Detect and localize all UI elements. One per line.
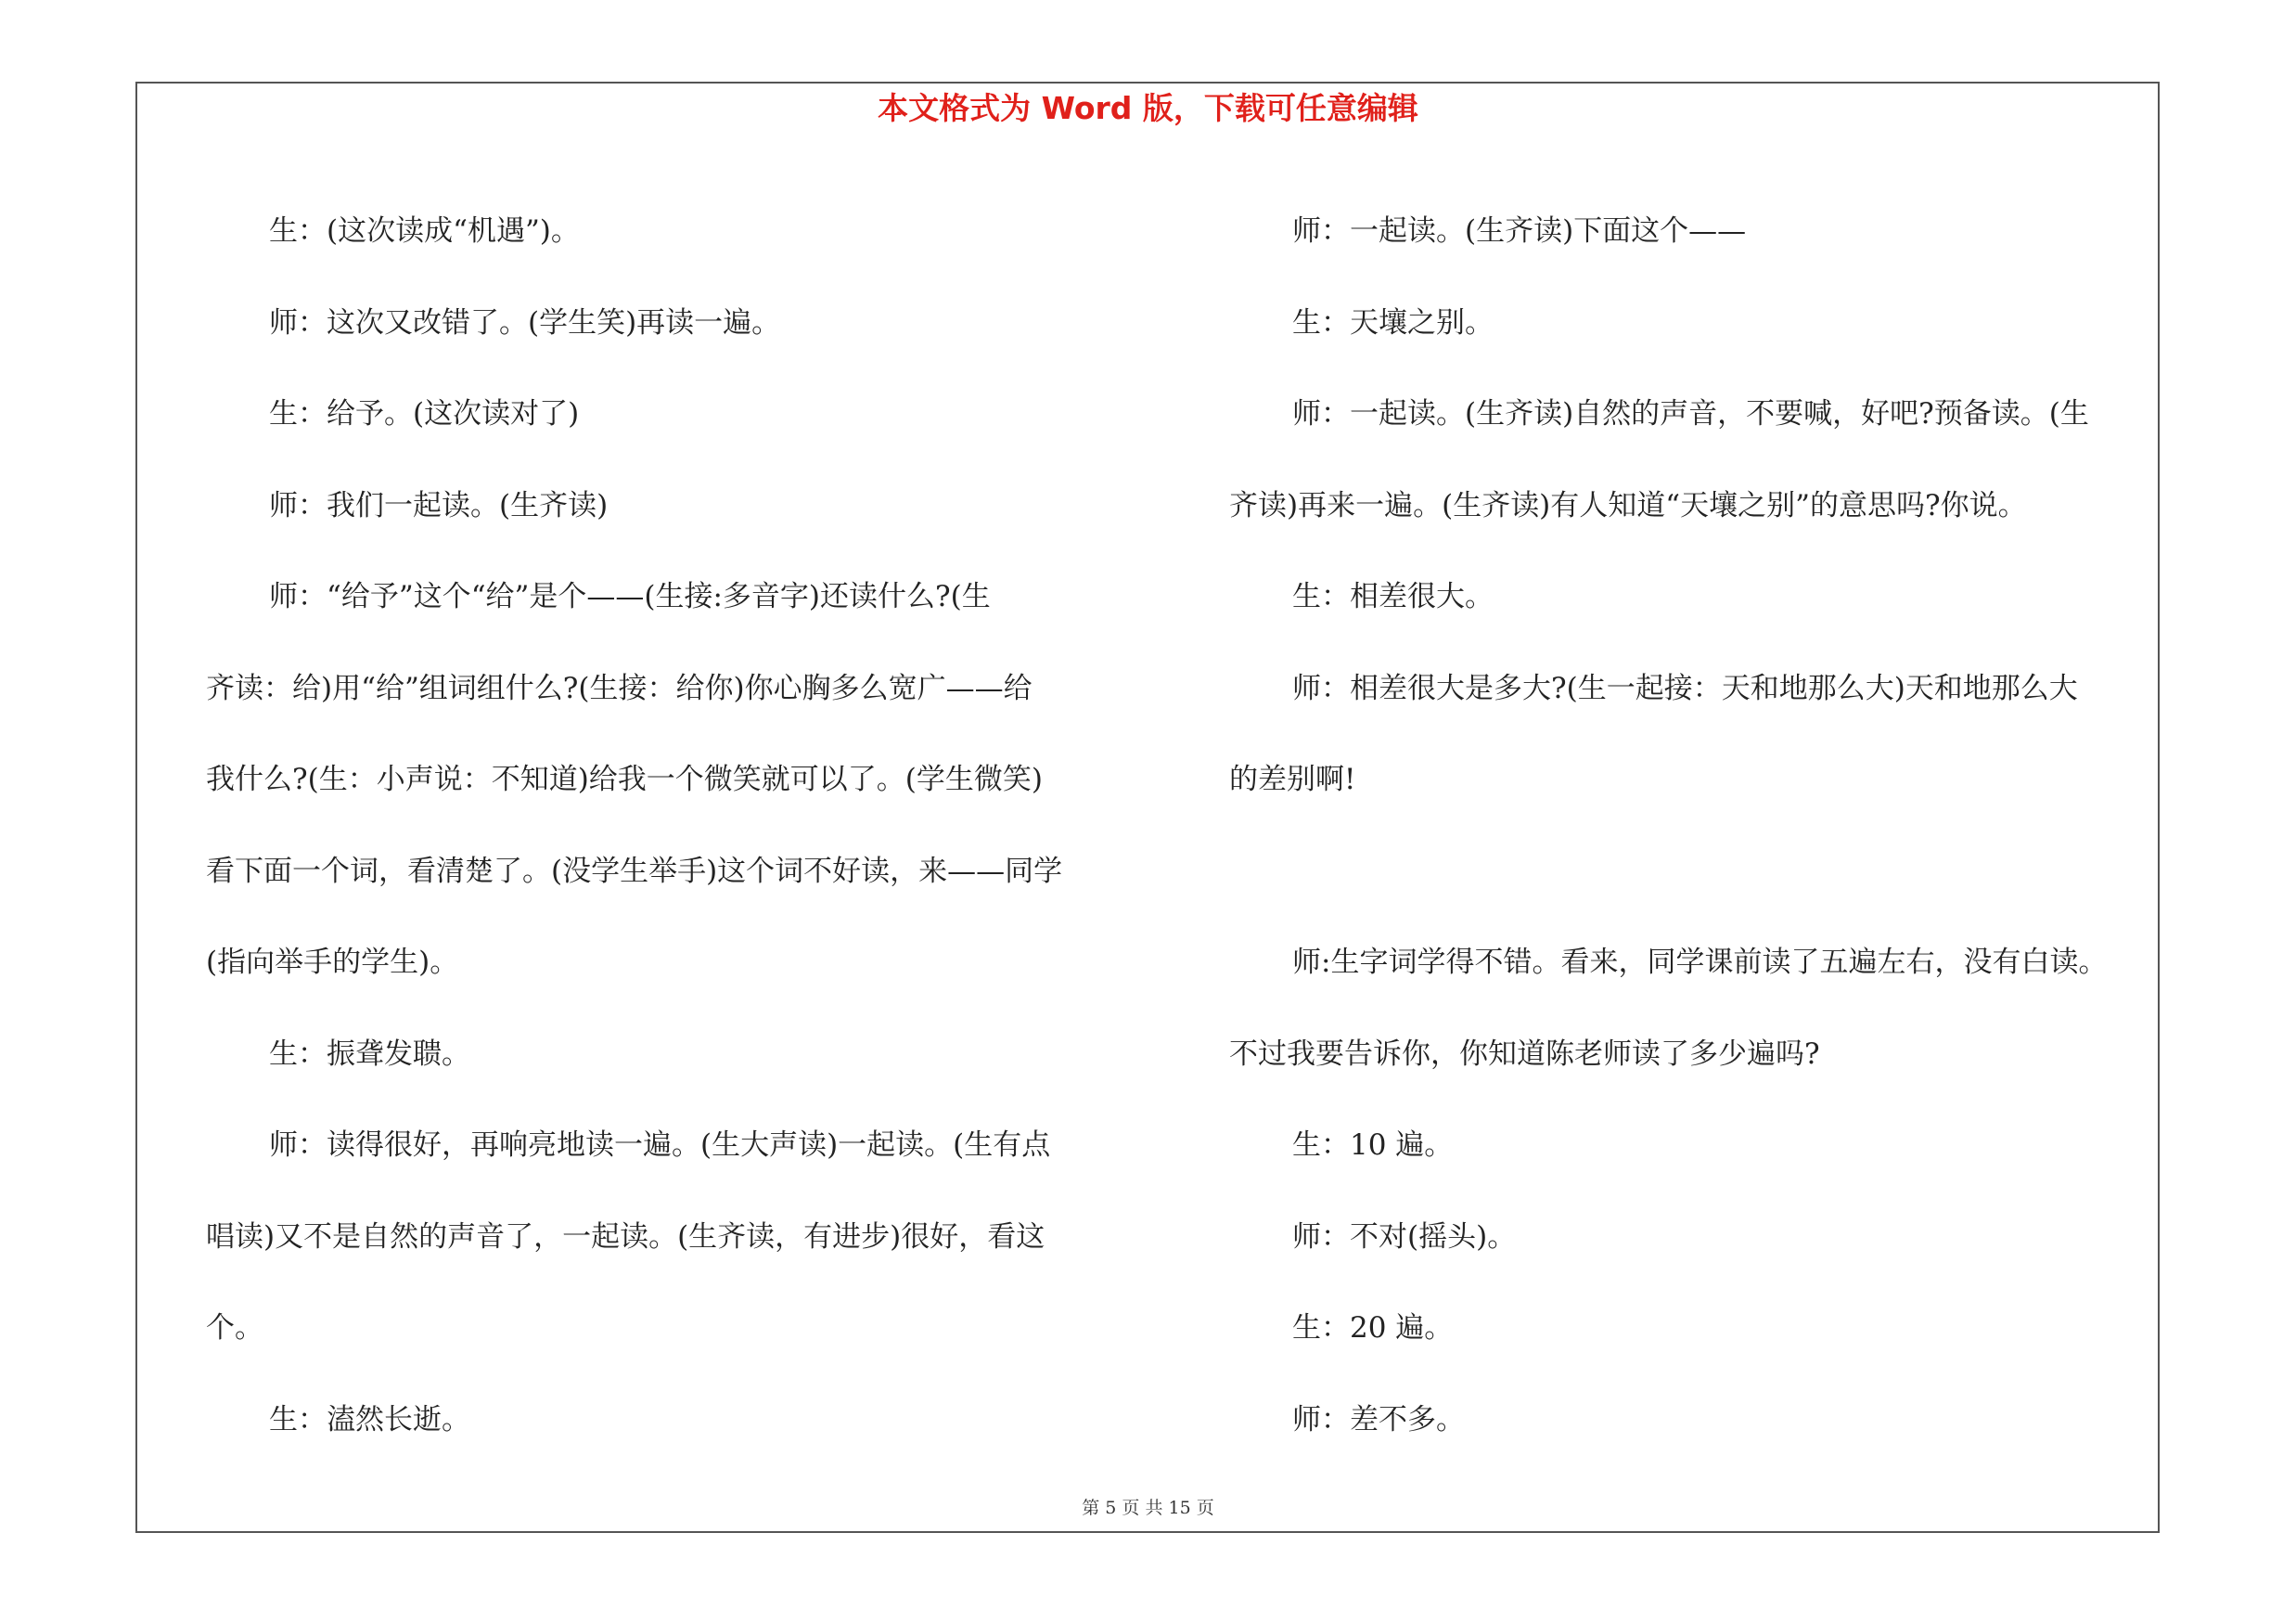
paragraph-line: 师:生字词学得不错。看来，同学课前读了五遍左右，没有白读。 [1292,946,2108,979]
blank-line [1229,826,2157,918]
paragraph-line: 生：10 遍。 [1292,1128,1454,1162]
paragraph-line: 唱读)又不是自然的声音了，一起读。(生齐读，有进步)很好，看这 [206,1219,1045,1254]
paragraph-line: 师：不对(摇头)。 [1292,1219,1517,1254]
paragraph-line: 师：这次又改错了。(学生笑)再读一遍。 [269,305,781,340]
paragraph-line: 我什么?(生：小声说：不知道)给我一个微笑就可以了。(学生微笑) [206,763,1043,796]
paragraph-line: 的差别啊! [1229,763,1356,796]
paragraph-line: 齐读：给)用“给”组词组什么?(生接：给你)你心胸多么宽广——给 [206,671,1033,705]
paragraph-line: 师：差不多。 [1292,1402,1465,1436]
paragraph-line: 生：20 遍。 [1292,1311,1454,1345]
paragraph-line: 看下面一个词，看清楚了。(没学生举手)这个词不好读，来——同学 [206,854,1063,888]
paragraph-line: 师：相差很大是多大?(生一起接：天和地那么大)天和地那么大 [1292,671,2078,705]
paragraph-line: 生：(这次读成“机遇”)。 [269,214,580,248]
paragraph-line: 师：读得很好，再响亮地读一遍。(生大声读)一起读。(生有点 [269,1128,1051,1162]
left-column [206,186,1134,1465]
paragraph-line: 个。 [206,1311,263,1345]
paragraph-line: 师：我们一起读。(生齐读) [269,488,609,522]
paragraph-line: 齐读)再来一遍。(生齐读)有人知道“天壤之别”的意思吗?你说。 [1229,488,2027,522]
paragraph-line: 生：天壤之别。 [1292,305,1494,340]
page-number-footer: 第 5 页 共 15 页 [1082,1498,1214,1518]
right-column [1229,186,2157,1465]
paragraph-line: 师：一起读。(生齐读)下面这个—— [1292,214,1747,248]
paragraph-line: 生：振聋发聩。 [269,1037,470,1071]
paragraph-line: 生：溘然长逝。 [269,1402,470,1436]
word-format-banner: 本文格式为 Word 版，下载可任意编辑 [878,90,1418,126]
paragraph-line: 师：一起读。(生齐读)自然的声音，不要喊，好吧?预备读。(生 [1292,397,2089,431]
paragraph-line: 师：“给予”这个“给”是个——(生接:多音字)还读什么?(生 [269,580,991,613]
paragraph-line: 生：相差很大。 [1292,580,1494,613]
paragraph-line: 生：给予。(这次读对了) [269,397,580,431]
paragraph-line: (指向举手的学生)。 [206,946,459,979]
paragraph-line: 不过我要告诉你，你知道陈老师读了多少遍吗? [1229,1037,1820,1071]
